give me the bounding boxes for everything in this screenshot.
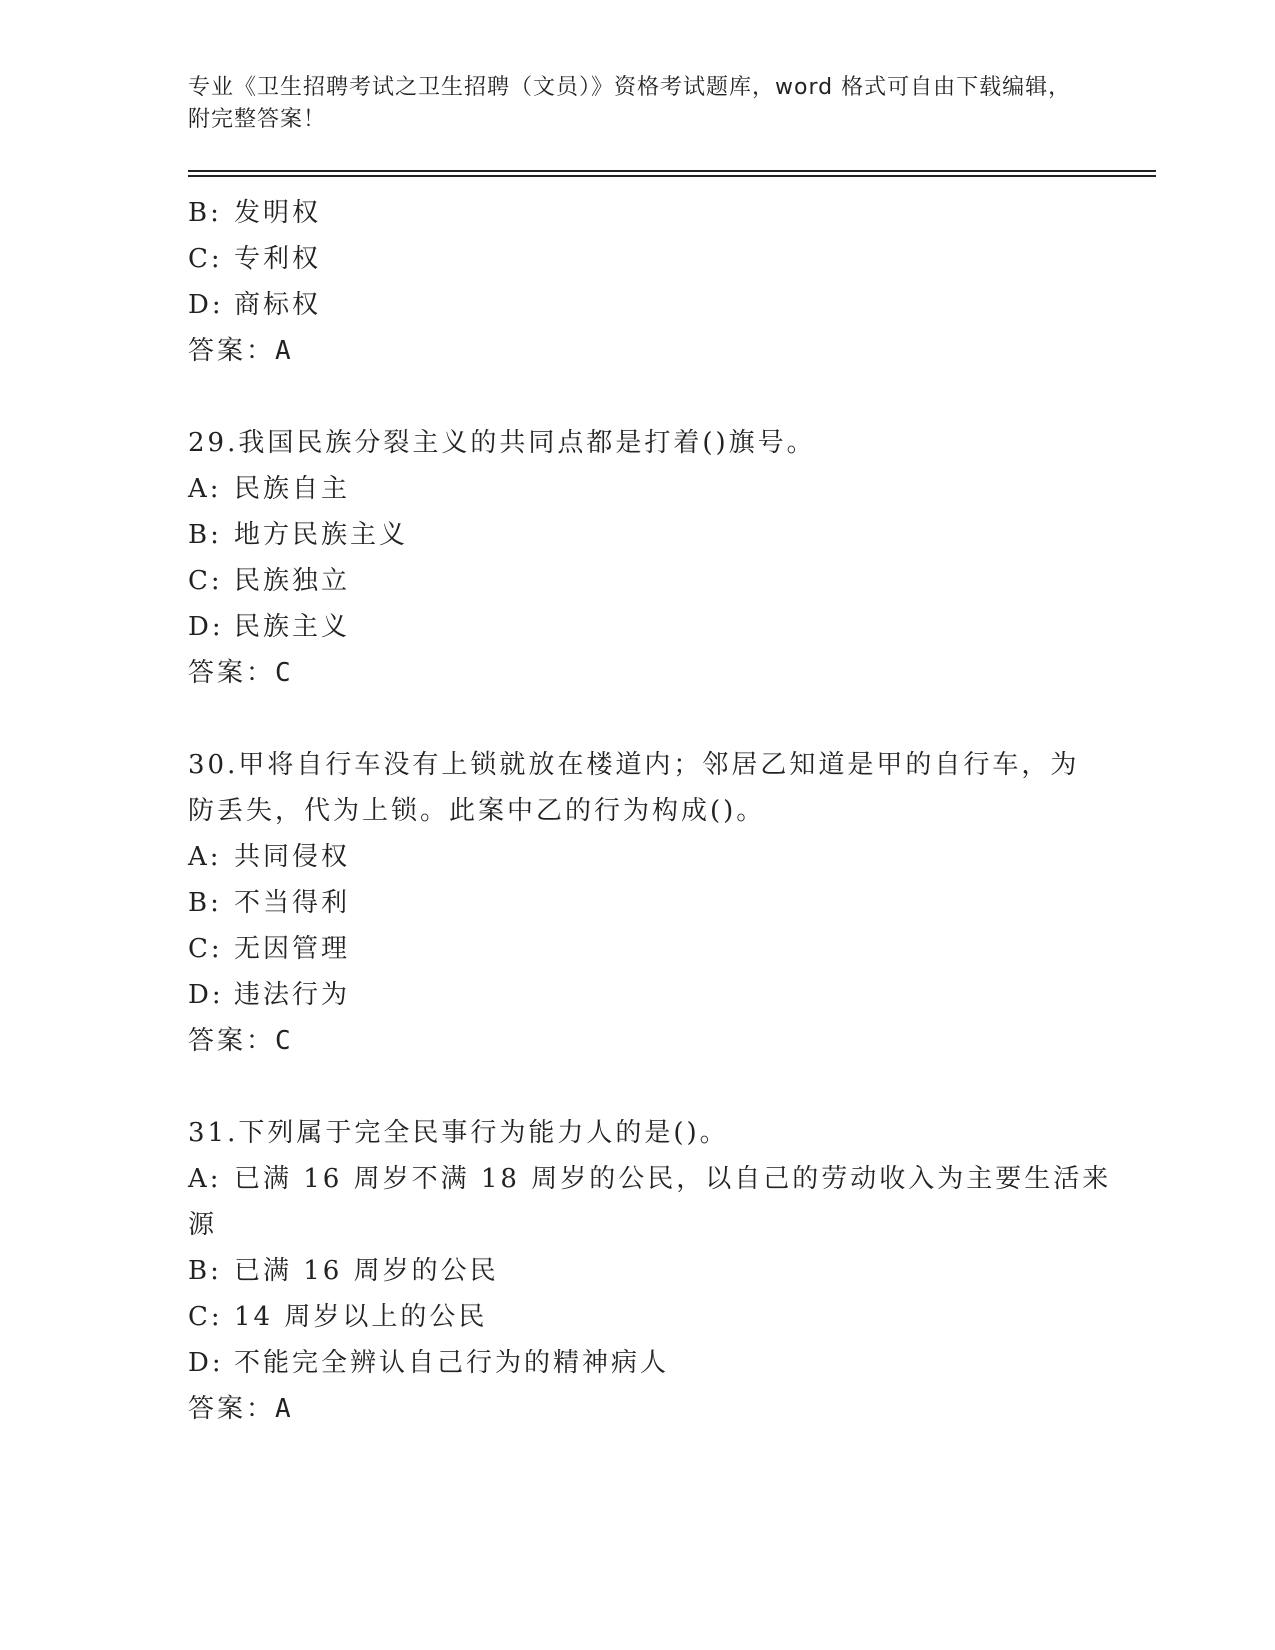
option-text: 共同侵权 (234, 842, 351, 872)
option-text: 无因管理 (234, 934, 351, 964)
option-text: 不能完全辨认自己行为的精神病人 (234, 1348, 670, 1378)
option-text-line-1: 已满 16 周岁不满 18 周岁的公民，以自己的劳动收入为主要生活来 (234, 1164, 1112, 1194)
question-stem-line-2: 防丢失，代为上锁。此案中乙的行为构成()。 (188, 796, 766, 826)
option-label: C: (188, 934, 223, 964)
option-a (188, 1156, 1112, 1202)
answer-value: C (275, 658, 294, 688)
option-c (188, 1294, 1068, 1340)
header-rule-bottom (188, 175, 1156, 177)
answer-value: A (275, 1394, 294, 1424)
option-d (188, 604, 1068, 650)
question-31 (188, 1110, 1112, 1432)
option-text: 已满 16 周岁的公民 (234, 1256, 499, 1286)
option-text: 民族自主 (234, 474, 351, 504)
option-c (188, 236, 1068, 282)
option-text: 违法行为 (234, 980, 351, 1010)
option-label: B: (188, 520, 222, 550)
option-d (188, 972, 1068, 1018)
option-a (188, 466, 1068, 512)
option-text: 民族主义 (234, 612, 351, 642)
header-rule-top (188, 170, 1156, 172)
option-b (188, 880, 1068, 926)
question-30 (188, 742, 1080, 1064)
option-label: D: (188, 290, 224, 320)
option-label: B: (188, 1256, 222, 1286)
answer-label: 答案： (188, 1394, 276, 1424)
question-stem-line-1: 30.甲将自行车没有上锁就放在楼道内；邻居乙知道是甲的自行车，为 (188, 750, 1080, 780)
answer-line (188, 1018, 1068, 1064)
option-d (188, 1340, 1068, 1386)
option-a (188, 834, 1068, 880)
document-header: 专业《卫生招聘考试之卫生招聘（文员）》资格考试题库，word 格式可自由下载编辑，附完整答案！ (188, 75, 1072, 132)
option-label: A: (188, 474, 222, 504)
question-stem: 29.我国民族分裂主义的共同点都是打着()旗号。 (188, 428, 816, 458)
option-label: C: (188, 1302, 223, 1332)
answer-label: 答案： (188, 336, 276, 366)
answer-line (188, 650, 1068, 696)
option-label: B: (188, 198, 222, 228)
option-text: 14 周岁以上的公民 (234, 1302, 488, 1332)
option-label: C: (188, 566, 223, 596)
option-text: 不当得利 (234, 888, 351, 918)
option-b (188, 190, 1068, 236)
option-text: 商标权 (234, 290, 322, 320)
option-label: D: (188, 980, 224, 1010)
option-label: B: (188, 888, 222, 918)
question-28-tail (188, 190, 1068, 374)
question-29 (188, 420, 1068, 696)
option-label: A: (188, 842, 222, 872)
option-text: 民族独立 (234, 566, 351, 596)
option-a-continuation: 源 (188, 1210, 218, 1240)
option-text: 地方民族主义 (234, 520, 409, 550)
option-label: D: (188, 1348, 224, 1378)
option-b (188, 1248, 1068, 1294)
answer-line (188, 1386, 1068, 1432)
option-label: A: (188, 1164, 222, 1194)
answer-value: A (275, 336, 294, 366)
answer-value: C (275, 1026, 294, 1056)
question-list (188, 190, 1112, 1432)
question-stem: 31.下列属于完全民事行为能力人的是()。 (188, 1118, 729, 1148)
option-c (188, 558, 1068, 604)
option-d (188, 282, 1068, 328)
option-text: 专利权 (234, 244, 322, 274)
option-label: C: (188, 244, 223, 274)
answer-line (188, 328, 1068, 374)
option-text: 发明权 (234, 198, 322, 228)
option-c (188, 926, 1068, 972)
option-label: D: (188, 612, 224, 642)
option-b (188, 512, 1068, 558)
answer-label: 答案： (188, 658, 276, 688)
answer-label: 答案： (188, 1026, 276, 1056)
